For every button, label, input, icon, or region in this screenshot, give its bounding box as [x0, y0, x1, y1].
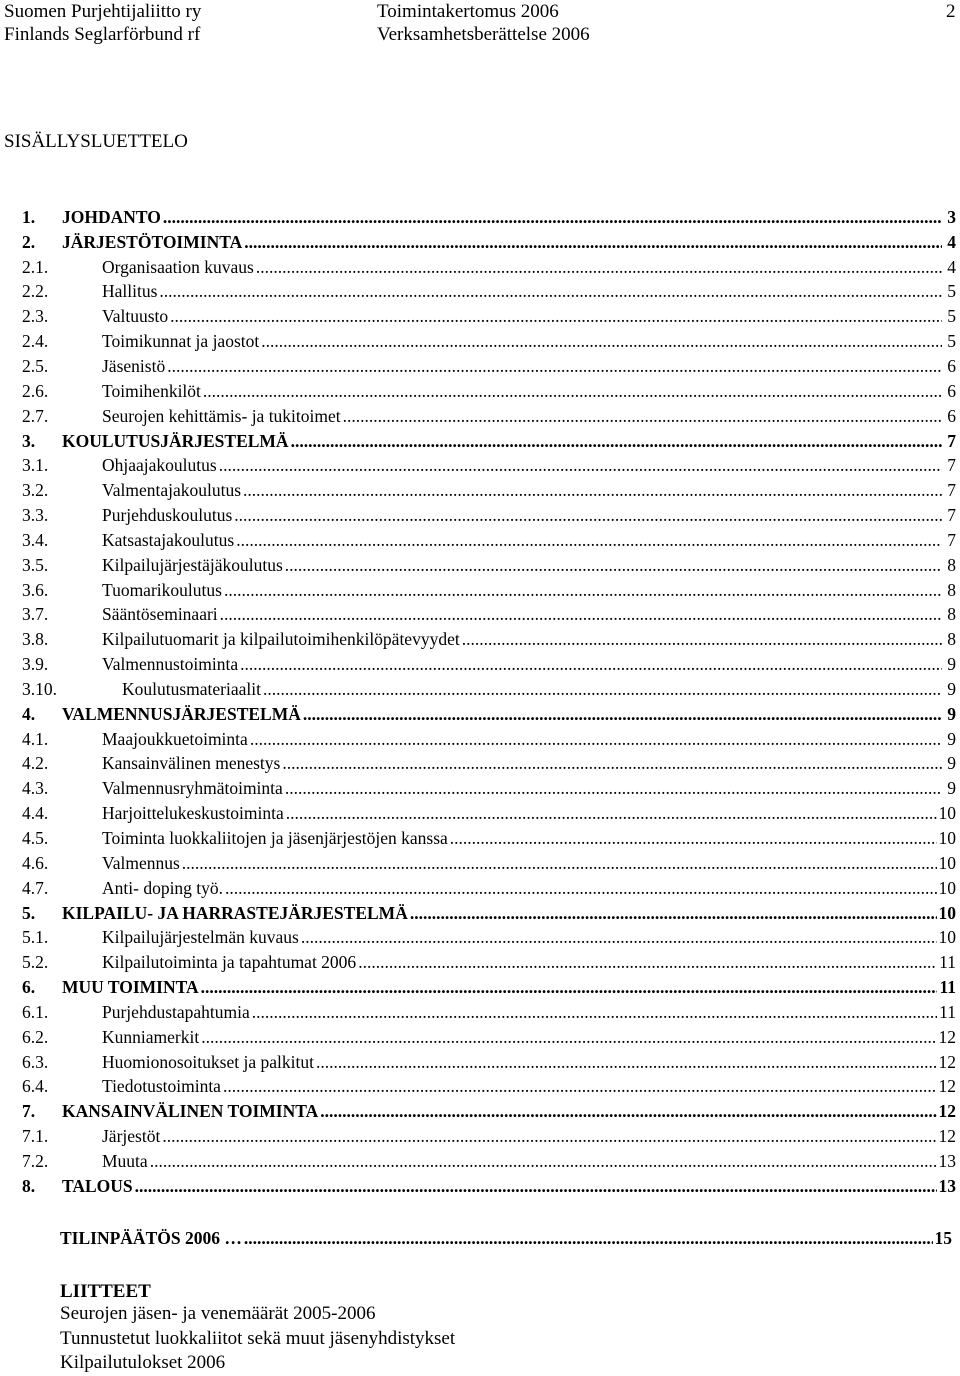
toc-entry-label: Koulutusmateriaalit [122, 678, 261, 699]
toc-entry-line [102, 927, 956, 948]
toc-entry-page: 10 [938, 828, 956, 849]
toc-leader-dots [282, 753, 942, 774]
toc-entry[interactable] [4, 1149, 956, 1174]
toc-entry-line [102, 281, 956, 302]
toc-entry-page: 12 [938, 1076, 956, 1097]
toc-entry-label: Toimihenkilöt [102, 380, 201, 401]
toc-entry-label: Hallitus [102, 281, 158, 302]
toc-entry-page: 9 [947, 728, 956, 749]
toc-entry[interactable] [4, 528, 956, 553]
toc-entry[interactable] [4, 975, 956, 1000]
toc-entry-label: Tuomarikoulutus [102, 579, 222, 600]
toc-entry-page: 9 [947, 753, 956, 774]
toc-entry[interactable] [4, 329, 956, 354]
toc-entry-line [102, 455, 956, 476]
toc-entry-number: 2.4. [22, 331, 49, 352]
toc-entry-label: Organisaation kuvaus [102, 256, 254, 277]
toc-entry-line [102, 1151, 956, 1172]
toc-entry[interactable] [4, 826, 956, 851]
toc-leader-dots [163, 207, 942, 228]
toc-entry[interactable] [4, 478, 956, 503]
toc-leader-dots [261, 331, 942, 352]
toc-entry-page: 9 [947, 703, 956, 724]
toc-entry-page: 15 [934, 1228, 952, 1248]
toc-leader-dots [343, 406, 942, 427]
toc-entry-line [62, 431, 956, 452]
toc-entry-line [102, 729, 956, 750]
toc-entry-page: 8 [947, 604, 956, 625]
toc-leader-dots [159, 281, 942, 302]
toc-entry-number: 2.2. [22, 281, 49, 302]
toc-entry-number: 4.6. [22, 852, 49, 873]
toc-entry[interactable] [4, 1099, 956, 1124]
toc-entry-line [62, 903, 956, 924]
toc-entry-number: 4. [22, 703, 36, 724]
toc-leader-dots [303, 704, 942, 725]
toc-entry-label: Purjehdustapahtumia [102, 1001, 250, 1022]
toc-entry-label: KOULUTUSJÄRJESTELMÄ [62, 430, 289, 451]
toc-entry-line [102, 1002, 956, 1023]
toc-entry-page: 8 [947, 579, 956, 600]
toc-entry-line [102, 778, 956, 799]
toc-entry-label: KILPAILU- JA HARRASTEJÄRJESTELMÄ [62, 902, 408, 923]
header-org-fi: Suomen Purjehtijaliitto ry [4, 1, 202, 22]
toc-leader-dots [462, 629, 942, 650]
toc-entry-label: Kilpailutuomarit ja kilpailutoimihenkilöpätevyydet [102, 629, 460, 650]
toc-entry-line [102, 803, 956, 824]
toc-entry[interactable] [4, 727, 956, 752]
toc-entry-line [122, 679, 956, 700]
toc-entry-line [62, 207, 956, 228]
toc-entry-number: 1. [22, 206, 36, 227]
toc-entry-label: Anti- doping työ. [102, 877, 224, 898]
toc-entry[interactable] [4, 280, 956, 305]
toc-entry-label: Toiminta luokkaliitojen ja jäsenjärjestöjen kanssa [102, 828, 448, 849]
toc-leader-dots [256, 257, 942, 278]
toc-entry-page: 5 [947, 331, 956, 352]
toc-leader-dots [167, 356, 942, 377]
toc-entry[interactable] [4, 453, 956, 478]
toc-entry-page: 7 [947, 430, 956, 451]
toc-entry-label: JÄRJESTÖTOIMINTA [62, 231, 243, 252]
toc-entry-line [102, 331, 956, 352]
toc-leader-dots [243, 480, 942, 501]
toc-entry[interactable] [4, 404, 956, 429]
toc-entry-number: 3.7. [22, 604, 49, 625]
toc-entry-label: KANSAINVÄLINEN TOIMINTA [62, 1101, 319, 1122]
toc-entry-page: 9 [947, 654, 956, 675]
toc-entry-page: 12 [938, 1026, 956, 1047]
toc-entry-line [102, 555, 956, 576]
toc-entry-line [62, 1176, 956, 1197]
toc-entry-line [102, 828, 956, 849]
toc-leader-dots [316, 1052, 937, 1073]
toc-entry-number: 2.7. [22, 405, 49, 426]
toc-leader-dots [244, 232, 942, 253]
toc-entry-label: Järjestöt [102, 1126, 161, 1147]
toc-entry-label: Valmennusryhmätoiminta [102, 778, 283, 799]
toc-leader-dots [219, 455, 942, 476]
toc-entry-label: Seurojen kehittämis- ja tukitoimet [102, 405, 341, 426]
toc-entry-line [102, 753, 956, 774]
toc-entry[interactable] [4, 304, 956, 329]
toc-entry-label: Maajoukkuetoiminta [102, 728, 248, 749]
toc-entry[interactable] [4, 702, 956, 727]
toc-entry-page: 9 [947, 778, 956, 799]
toc-leader-dots [135, 1176, 937, 1197]
toc-leader-dots [203, 381, 942, 402]
toc-entry-number: 8. [22, 1175, 36, 1196]
toc-entry-line [102, 1027, 956, 1048]
toc-entry[interactable] [4, 876, 956, 901]
toc-entry[interactable] [4, 578, 956, 603]
toc-entry-line [102, 257, 956, 278]
toc-entry[interactable] [4, 950, 956, 975]
toc-entry-number: 4.2. [22, 753, 49, 774]
toc-entry-page: 6 [947, 380, 956, 401]
toc-entry[interactable] [4, 205, 956, 230]
toc-entry-line [102, 406, 956, 427]
toc-entry-page: 11 [939, 1001, 956, 1022]
toc-entry-line [62, 704, 956, 725]
table-of-contents [4, 205, 956, 1199]
toc-entry-line [102, 604, 956, 625]
toc-entry-label: Tiedotustoiminta [102, 1076, 221, 1097]
toc-entry-number: 3.2. [22, 480, 49, 501]
toc-entry-number: 6.2. [22, 1026, 49, 1047]
toc-entry-number: 3.4. [22, 529, 49, 550]
attachments-heading: LIITTEET [60, 1281, 151, 1302]
toc-entry-number: 7.2. [22, 1150, 49, 1171]
toc-leader-dots [170, 306, 942, 327]
toc-entry-label: Toimikunnat ja jaostot [102, 331, 260, 352]
toc-entry-page: 4 [947, 231, 956, 252]
toc-entry-label: Muuta [102, 1150, 148, 1171]
toc-leader-dots [201, 1027, 936, 1048]
toc-entry-label: Jäsenistö [102, 355, 166, 376]
toc-leader-dots [410, 903, 937, 924]
toc-leader-dots [236, 530, 942, 551]
toc-entry-page: 12 [938, 1101, 956, 1122]
toc-leader-dots [182, 853, 937, 874]
toc-entry[interactable] [4, 354, 956, 379]
toc-entry[interactable] [4, 603, 956, 628]
toc-entry-label: MUU TOIMINTA [62, 977, 199, 998]
toc-entry-page: 10 [938, 902, 956, 923]
toc-entry-number: 3.3. [22, 505, 49, 526]
toc-entry[interactable] [4, 1174, 956, 1199]
toc-entry-page: 7 [947, 455, 956, 476]
attachment-item: Kilpailutulokset 2006 [60, 1352, 226, 1373]
toc-entry-label: Huomionosoitukset ja palkitut [102, 1051, 314, 1072]
toc-entry-page: 12 [938, 1051, 956, 1072]
toc-entry-number: 5. [22, 902, 36, 923]
toc-entry-line [102, 505, 956, 526]
toc-entry-label: Katsastajakoulutus [102, 529, 235, 550]
toc-leader-dots [291, 431, 942, 452]
toc-entry-number: 4.3. [22, 778, 49, 799]
toc-entry-label: VALMENNUSJÄRJESTELMÄ [62, 703, 301, 724]
toc-entry-line [62, 977, 956, 998]
toc-leader-dots [250, 729, 942, 750]
page-title: SISÄLLYSLUETTELO [4, 131, 188, 152]
toc-entry-page: 5 [947, 281, 956, 302]
toc-entry[interactable] [4, 627, 956, 652]
toc-entry-line [102, 580, 956, 601]
toc-entry[interactable] [4, 1025, 956, 1050]
toc-entry-label: Kilpailujärjestelmän kuvaus [102, 927, 299, 948]
header-page-number: 2 [946, 1, 956, 22]
toc-entry-page: 10 [938, 852, 956, 873]
toc-entry-line [102, 629, 956, 650]
toc-entry-line [102, 878, 956, 899]
toc-entry-page: 10 [938, 803, 956, 824]
toc-entry-number: 3.9. [22, 654, 49, 675]
toc-entry-label: Valmentajakoulutus [102, 480, 242, 501]
toc-entry-page: 13 [938, 1175, 956, 1196]
toc-entry-page: 11 [939, 952, 956, 973]
toc-entry-number: 2.3. [22, 306, 49, 327]
toc-entry-number: 7.1. [22, 1126, 49, 1147]
toc-leader-dots [358, 952, 937, 973]
toc-entry[interactable] [4, 752, 956, 777]
toc-leader-dots [162, 1126, 936, 1147]
toc-entry-number: 4.1. [22, 728, 49, 749]
toc-leader-dots [263, 679, 942, 700]
toc-leader-dots [240, 654, 942, 675]
toc-leader-dots [223, 1076, 937, 1097]
toc-entry-line [102, 1126, 956, 1147]
toc-entry-line [102, 381, 956, 402]
toc-entry-number: 2.6. [22, 380, 49, 401]
toc-entry-line [102, 853, 956, 874]
header-org-sv: Finlands Seglarförbund rf [4, 24, 201, 45]
toc-entry[interactable] [4, 503, 956, 528]
toc-entry-label: Ohjaajakoulutus [102, 455, 217, 476]
toc-entry-number: 4.7. [22, 877, 49, 898]
toc-entry-label: Kansainvälinen menestys [102, 753, 281, 774]
toc-entry-number: 6. [22, 977, 36, 998]
toc-entry-line [102, 480, 956, 501]
toc-entry-page: 10 [938, 927, 956, 948]
toc-entry-page: 8 [947, 629, 956, 650]
attachment-item: Seurojen jäsen- ja venemäärät 2005-2006 [60, 1303, 376, 1324]
toc-entry-line [102, 1052, 956, 1073]
toc-leader-dots [301, 927, 937, 948]
toc-entry-number: 5.2. [22, 952, 49, 973]
toc-entry-number: 6.1. [22, 1001, 49, 1022]
toc-entry-number: 5.1. [22, 927, 49, 948]
toc-leader-dots [285, 778, 942, 799]
toc-leader-dots [201, 977, 938, 998]
toc-entry-number: 2. [22, 231, 36, 252]
toc-entry-page: 5 [947, 306, 956, 327]
toc-entry-page: 6 [947, 355, 956, 376]
toc-entry-page: 12 [938, 1126, 956, 1147]
toc-entry-page: 8 [947, 554, 956, 575]
toc-leader-dots [225, 878, 936, 899]
toc-entry-number: 3.8. [22, 629, 49, 650]
header-report-sv: Verksamhetsberättelse 2006 [377, 24, 590, 45]
toc-entry-number: 2.5. [22, 355, 49, 376]
toc-entry-line [102, 530, 956, 551]
toc-entry[interactable] [4, 901, 956, 926]
toc-leader-dots [252, 1002, 937, 1023]
toc-entry-financial[interactable] [60, 1228, 952, 1249]
attachment-item: Tunnustetut luokkaliitot sekä muut jäsenyhdistykset [60, 1328, 456, 1349]
toc-entry-label: JOHDANTO [62, 206, 161, 227]
toc-entry[interactable] [4, 379, 956, 404]
toc-leader-dots [285, 555, 942, 576]
toc-entry[interactable] [4, 801, 956, 826]
toc-leader-dots [286, 803, 937, 824]
toc-entry[interactable] [4, 429, 956, 454]
toc-leader-dots [150, 1151, 937, 1172]
toc-entry-page: 7 [947, 529, 956, 550]
toc-entry-page: 6 [947, 405, 956, 426]
toc-entry-number: 6.4. [22, 1076, 49, 1097]
toc-entry[interactable] [4, 230, 956, 255]
toc-leader-dots [224, 580, 942, 601]
toc-entry-number: 3.1. [22, 455, 49, 476]
toc-leader-dots [234, 505, 942, 526]
toc-entry-number: 3. [22, 430, 36, 451]
toc-entry-number: 2.1. [22, 256, 49, 277]
toc-entry-page: 11 [939, 977, 956, 998]
toc-entry[interactable] [4, 1000, 956, 1025]
toc-entry-number: 4.5. [22, 828, 49, 849]
toc-entry-page: 7 [947, 480, 956, 501]
toc-entry[interactable] [4, 677, 956, 702]
toc-entry-label: Valmennustoiminta [102, 654, 239, 675]
toc-entry-line [102, 356, 956, 377]
toc-entry-number: 6.3. [22, 1051, 49, 1072]
toc-entry-label: Harjoittelukeskustoiminta [102, 803, 284, 824]
toc-entry-line [62, 232, 956, 253]
toc-entry-line [102, 654, 956, 675]
toc-entry-line [102, 952, 956, 973]
toc-entry-number: 4.4. [22, 803, 49, 824]
toc-leader-dots [320, 1101, 936, 1122]
toc-entry-label: Kilpailutoiminta ja tapahtumat 2006 [102, 952, 357, 973]
toc-entry-line [102, 306, 956, 327]
toc-leader-dots [450, 828, 937, 849]
toc-entry[interactable] [4, 1075, 956, 1100]
toc-entry-page: 3 [947, 206, 956, 227]
toc-entry[interactable] [4, 255, 956, 280]
toc-entry-number: 3.10. [22, 678, 57, 699]
toc-entry-label: Valmennus [102, 852, 180, 873]
header-report-fi: Toimintakertomus 2006 [377, 1, 559, 22]
toc-entry-page: 10 [938, 877, 956, 898]
toc-entry-page: 9 [947, 678, 956, 699]
toc-entry-label: Valtuusto [102, 306, 169, 327]
toc-entry-page: 13 [938, 1150, 956, 1171]
toc-entry-label: TALOUS [62, 1175, 133, 1196]
toc-entry[interactable] [4, 1050, 956, 1075]
toc-entry-number: 3.5. [22, 554, 49, 575]
toc-leader-dots [244, 1228, 933, 1249]
toc-entry-line [62, 1101, 956, 1122]
toc-leader-dots [220, 604, 942, 625]
toc-entry-number: 7. [22, 1101, 36, 1122]
toc-entry-page: 7 [947, 505, 956, 526]
toc-entry[interactable] [4, 925, 956, 950]
page-header [0, 0, 960, 50]
toc-entry-label: Kunniamerkit [102, 1026, 200, 1047]
toc-entry[interactable] [4, 652, 956, 677]
toc-entry[interactable] [4, 553, 956, 578]
toc-entry-page: 4 [947, 256, 956, 277]
toc-entry-number: 3.6. [22, 579, 49, 600]
toc-entry-label: TILINPÄÄTÖS 2006 … [60, 1228, 242, 1248]
toc-entry[interactable] [4, 776, 956, 801]
toc-entry-label: Sääntöseminaari [102, 604, 218, 625]
toc-entry-label: Kilpailujärjestäjäkoulutus [102, 554, 283, 575]
toc-entry[interactable] [4, 851, 956, 876]
toc-entry-line [102, 1076, 956, 1097]
toc-entry[interactable] [4, 1124, 956, 1149]
toc-entry-label: Purjehduskoulutus [102, 505, 233, 526]
